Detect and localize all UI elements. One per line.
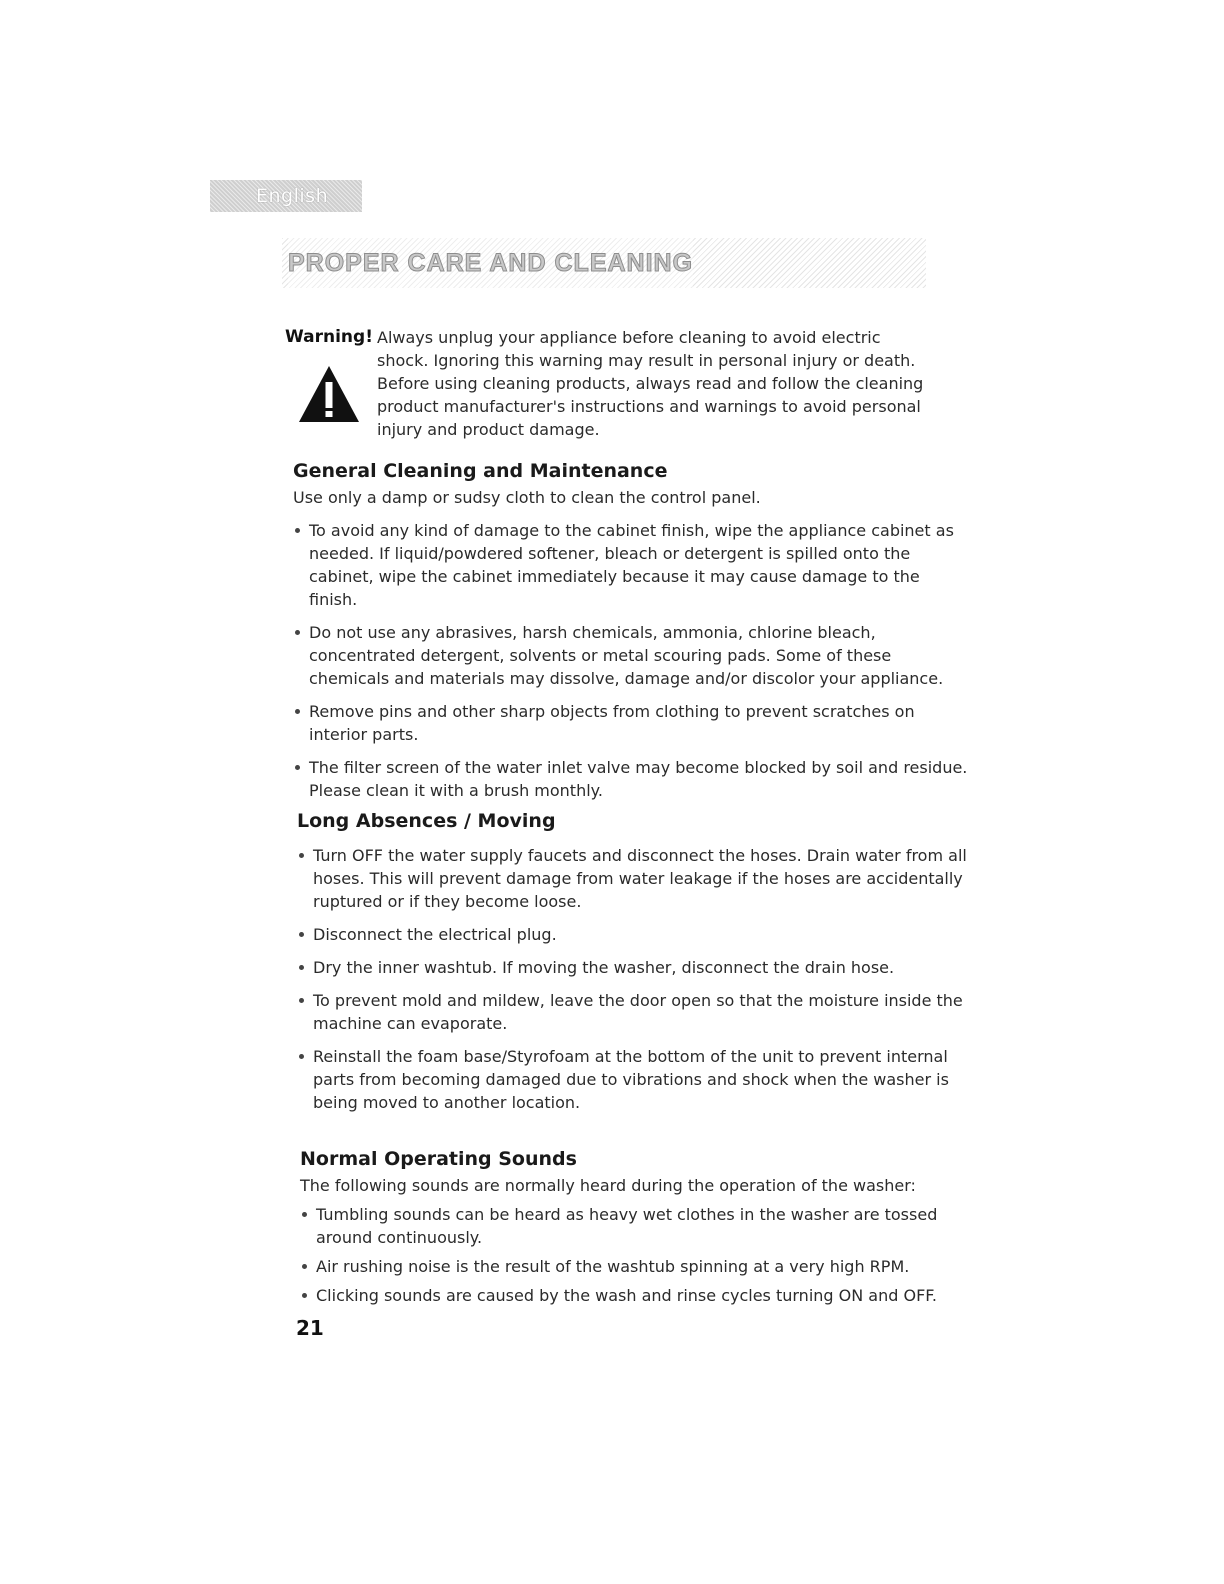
list-item: Reinstall the foam base/Styrofoam at the bottom of the unit to prevent internal parts from becoming damaged due to vibrations and shock when the washer is being moved to another location. bbox=[297, 1045, 977, 1114]
general-cleaning-intro: Use only a damp or sudsy cloth to clean the control panel. bbox=[293, 488, 761, 507]
list-item: To avoid any kind of damage to the cabinet finish, wipe the appliance cabinet as needed. If liquid/powdered softener, bleach or detergent is spilled onto the cabinet, wipe the cabinet immediately because it may cause damage to the finish. bbox=[293, 519, 973, 611]
language-tab: English bbox=[210, 180, 362, 212]
warning-line: Before using cleaning products, always read and follow the cleaning bbox=[377, 374, 924, 393]
list-item: Air rushing noise is the result of the washtub spinning at a very high RPM. bbox=[300, 1255, 980, 1278]
general-cleaning-heading: General Cleaning and Maintenance bbox=[293, 460, 668, 482]
page-title: PROPER CARE AND CLEANING bbox=[288, 238, 693, 288]
list-item: Do not use any abrasives, harsh chemicals, ammonia, chlorine bleach, concentrated detergent, solvents or metal scouring pads. Some of these chemicals and materials may dissolve, damage and/or discolor your appliance. bbox=[293, 621, 973, 690]
general-cleaning-section bbox=[293, 458, 973, 812]
general-cleaning-list bbox=[293, 519, 973, 802]
operating-sounds-section bbox=[300, 1146, 980, 1313]
long-absences-heading: Long Absences / Moving bbox=[297, 810, 556, 832]
long-absences-section bbox=[297, 808, 977, 1124]
list-item: Remove pins and other sharp objects from clothing to prevent scratches on interior parts. bbox=[293, 700, 973, 746]
warning-text bbox=[377, 326, 932, 441]
warning-line: Always unplug your appliance before cleaning to avoid electric bbox=[377, 328, 881, 347]
list-item: To prevent mold and mildew, leave the door open so that the moisture inside the machine can evaporate. bbox=[297, 989, 977, 1035]
warning-line: product manufacturer's instructions and warnings to avoid personal bbox=[377, 397, 921, 416]
warning-line: injury and product damage. bbox=[377, 420, 600, 439]
operating-sounds-intro: The following sounds are normally heard during the operation of the washer: bbox=[300, 1176, 916, 1195]
warning-triangle-icon bbox=[297, 364, 361, 424]
warning-line: shock. Ignoring this warning may result in personal injury or death. bbox=[377, 351, 916, 370]
list-item: The filter screen of the water inlet valve may become blocked by soil and residue. Please clean it with a brush monthly. bbox=[293, 756, 973, 802]
list-item: Turn OFF the water supply faucets and disconnect the hoses. Drain water from all hoses. This will prevent damage from water leakage if the hoses are accidentally ruptured or if they become loose. bbox=[297, 844, 977, 913]
list-item: Tumbling sounds can be heard as heavy wet clothes in the washer are tossed around continuously. bbox=[300, 1203, 980, 1249]
page-title-band bbox=[282, 238, 926, 288]
operating-sounds-list bbox=[300, 1203, 980, 1307]
warning-label: Warning! bbox=[285, 327, 373, 347]
page-number: 21 bbox=[296, 1316, 324, 1340]
list-item: Dry the inner washtub. If moving the washer, disconnect the drain hose. bbox=[297, 956, 977, 979]
list-item: Clicking sounds are caused by the wash and rinse cycles turning ON and OFF. bbox=[300, 1284, 980, 1307]
list-item: Disconnect the electrical plug. bbox=[297, 923, 977, 946]
long-absences-list bbox=[297, 844, 977, 1114]
operating-sounds-heading: Normal Operating Sounds bbox=[300, 1148, 577, 1170]
